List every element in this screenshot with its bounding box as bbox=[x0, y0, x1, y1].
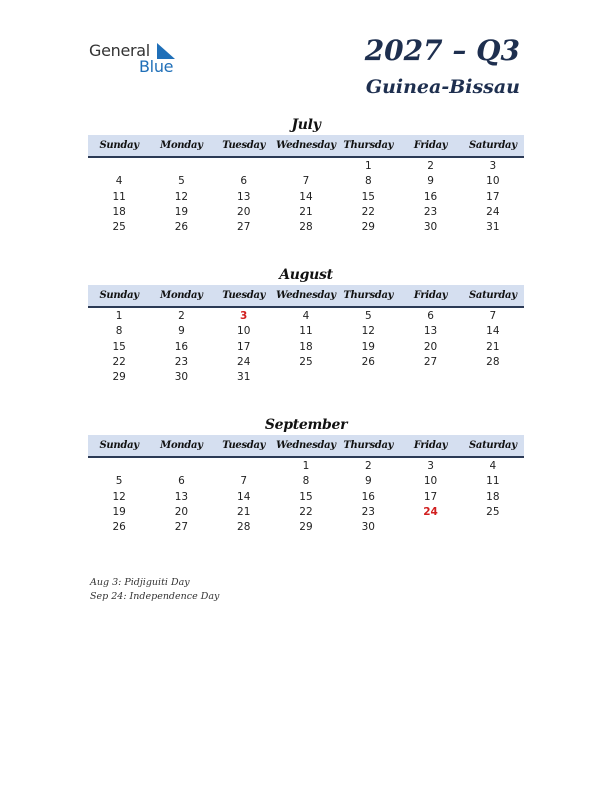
date-cell: 16 bbox=[174, 340, 189, 353]
weekday-label: Thursday bbox=[343, 440, 394, 451]
month-title: September bbox=[264, 417, 348, 433]
date-cell: 4 bbox=[489, 460, 497, 472]
date-cell: 29 bbox=[112, 371, 126, 384]
date-cell: 15 bbox=[361, 190, 375, 203]
date-cell: 18 bbox=[486, 490, 500, 503]
weekday-label: Sunday bbox=[99, 440, 139, 451]
date-cell: 19 bbox=[361, 340, 375, 353]
weekday-label: Sunday bbox=[99, 140, 139, 151]
date-cell: 9 bbox=[427, 175, 434, 188]
date-cell: 30 bbox=[174, 371, 189, 384]
weekday-label: Wednesday bbox=[276, 290, 336, 301]
week-rows bbox=[88, 308, 524, 385]
weekday-label: Thursday bbox=[343, 290, 394, 301]
date-cell: 6 bbox=[240, 175, 248, 188]
date-cell: 9 bbox=[178, 325, 185, 338]
date-cell: 23 bbox=[174, 355, 189, 368]
holiday-note: Sep 24: Independence Day bbox=[90, 590, 220, 602]
date-cell: 26 bbox=[361, 355, 375, 368]
week-row bbox=[88, 205, 524, 220]
date-cell: 5 bbox=[178, 175, 185, 188]
date-cell: 11 bbox=[112, 190, 126, 203]
date-cell: 8 bbox=[302, 475, 310, 488]
date-cell: 2 bbox=[178, 310, 185, 322]
week-row bbox=[88, 370, 524, 385]
week-row bbox=[88, 459, 524, 474]
logo-word-blue: Blue bbox=[139, 57, 174, 76]
date-cell: 26 bbox=[174, 221, 189, 234]
date-cell: 7 bbox=[489, 310, 497, 322]
date-cell: 14 bbox=[486, 325, 500, 338]
weekday-label: Friday bbox=[413, 140, 448, 151]
week-row bbox=[88, 520, 524, 535]
week-row bbox=[88, 474, 524, 489]
date-cell: 17 bbox=[423, 490, 438, 503]
date-cell: 9 bbox=[364, 475, 372, 488]
date-cell bbox=[213, 459, 275, 474]
date-cell: 27 bbox=[423, 355, 438, 368]
weekday-label: Thursday bbox=[343, 140, 394, 151]
date-cell: 25 bbox=[486, 505, 500, 518]
date-cell: 28 bbox=[486, 355, 500, 368]
date-cell: 2 bbox=[364, 460, 372, 472]
date-cell bbox=[337, 370, 399, 385]
date-cell: 20 bbox=[174, 505, 189, 518]
date-cell bbox=[275, 370, 337, 385]
weekday-label: Saturday bbox=[468, 290, 517, 301]
week-row bbox=[88, 159, 524, 174]
weekday-label: Monday bbox=[160, 290, 203, 301]
date-cell: 11 bbox=[299, 325, 313, 338]
date-cell: 8 bbox=[115, 325, 123, 338]
date-cell: 29 bbox=[361, 221, 375, 234]
date-cell: 18 bbox=[299, 340, 313, 353]
date-cell: 11 bbox=[486, 475, 500, 488]
date-cell bbox=[399, 520, 461, 535]
month-title: July bbox=[291, 117, 321, 133]
date-cell bbox=[275, 159, 337, 174]
month-august bbox=[88, 265, 524, 385]
date-cell bbox=[88, 159, 150, 174]
week-row bbox=[88, 174, 524, 189]
date-cell: 25 bbox=[112, 221, 126, 234]
date-cell: 24 bbox=[237, 355, 251, 368]
date-cell: 1 bbox=[302, 460, 310, 472]
week-rows bbox=[88, 458, 524, 535]
date-cell: 30 bbox=[361, 521, 375, 534]
holiday-notes bbox=[90, 576, 219, 603]
date-cell: 18 bbox=[112, 205, 126, 218]
date-cell: 13 bbox=[237, 190, 251, 203]
date-cell bbox=[88, 459, 150, 474]
weekday-label: Tuesday bbox=[222, 440, 266, 451]
date-cell: 21 bbox=[486, 340, 500, 353]
date-cell: 1 bbox=[364, 160, 372, 172]
week-row bbox=[88, 505, 524, 520]
date-cell: 31 bbox=[237, 371, 251, 384]
weekday-label: Saturday bbox=[468, 140, 517, 151]
date-cell: 21 bbox=[237, 505, 251, 518]
date-cell: 28 bbox=[237, 521, 251, 534]
weekday-label: Monday bbox=[160, 140, 203, 151]
week-row bbox=[88, 220, 524, 235]
week-row bbox=[88, 355, 524, 370]
date-cell: 1 bbox=[115, 310, 123, 322]
date-cell: 24 bbox=[486, 205, 500, 218]
week-row bbox=[88, 309, 524, 324]
date-cell: 7 bbox=[240, 475, 248, 488]
date-cell: 28 bbox=[299, 221, 313, 234]
date-cell: 12 bbox=[112, 490, 126, 503]
weekday-label: Sunday bbox=[99, 290, 139, 301]
date-cell: 10 bbox=[423, 475, 438, 488]
holiday-date-cell: 24 bbox=[423, 505, 438, 518]
date-cell: 20 bbox=[237, 205, 251, 218]
date-cell: 23 bbox=[361, 505, 375, 518]
date-cell: 2 bbox=[427, 160, 434, 172]
date-cell bbox=[150, 159, 212, 174]
date-cell: 17 bbox=[486, 190, 500, 203]
date-cell: 5 bbox=[115, 475, 123, 488]
week-rows bbox=[88, 158, 524, 235]
date-cell: 8 bbox=[364, 175, 372, 188]
date-cell: 23 bbox=[423, 205, 438, 218]
date-cell: 31 bbox=[486, 221, 500, 234]
holiday-note: Aug 3: Pidjiguiti Day bbox=[90, 577, 190, 588]
date-cell: 30 bbox=[423, 221, 438, 234]
weekday-label: Tuesday bbox=[222, 290, 266, 301]
date-cell: 12 bbox=[361, 325, 375, 338]
page-title: 2027 – Q3 bbox=[364, 34, 520, 67]
weekday-label: Friday bbox=[413, 290, 448, 301]
week-row bbox=[88, 340, 524, 355]
date-cell: 29 bbox=[299, 521, 313, 534]
weekday-label: Wednesday bbox=[276, 440, 336, 451]
date-cell: 13 bbox=[174, 490, 189, 503]
date-cell: 10 bbox=[486, 175, 500, 188]
date-cell: 6 bbox=[178, 475, 185, 488]
date-cell: 19 bbox=[112, 505, 126, 518]
date-cell bbox=[150, 459, 212, 474]
date-cell: 20 bbox=[423, 340, 438, 353]
date-cell bbox=[399, 370, 461, 385]
weekday-label: Wednesday bbox=[276, 140, 336, 151]
date-cell: 27 bbox=[174, 521, 189, 534]
date-cell: 6 bbox=[427, 310, 434, 322]
date-cell: 13 bbox=[423, 325, 438, 338]
weekday-label: Friday bbox=[413, 440, 448, 451]
weekday-label: Tuesday bbox=[222, 140, 266, 151]
weekday-header bbox=[88, 135, 524, 158]
date-cell: 12 bbox=[174, 190, 189, 203]
date-cell: 26 bbox=[112, 521, 126, 534]
week-row bbox=[88, 490, 524, 505]
date-cell: 22 bbox=[112, 355, 126, 368]
date-cell: 15 bbox=[299, 490, 313, 503]
date-cell: 14 bbox=[237, 490, 251, 503]
date-cell: 7 bbox=[302, 175, 310, 188]
date-cell: 17 bbox=[237, 340, 251, 353]
date-cell: 22 bbox=[361, 205, 375, 218]
date-cell: 5 bbox=[364, 310, 372, 322]
date-cell: 21 bbox=[299, 205, 313, 218]
date-cell: 4 bbox=[302, 310, 310, 322]
month-july bbox=[88, 115, 524, 235]
date-cell: 3 bbox=[489, 160, 497, 172]
week-row bbox=[88, 190, 524, 205]
date-cell: 22 bbox=[299, 505, 313, 518]
page-subtitle: Guinea-Bissau bbox=[365, 76, 520, 98]
date-cell: 10 bbox=[237, 325, 251, 338]
logo bbox=[89, 40, 199, 76]
holiday-date-cell: 3 bbox=[240, 310, 248, 322]
date-cell: 19 bbox=[174, 205, 189, 218]
date-cell: 14 bbox=[299, 190, 313, 203]
date-cell: 16 bbox=[361, 490, 375, 503]
week-row bbox=[88, 324, 524, 339]
date-cell: 27 bbox=[237, 221, 251, 234]
date-cell: 3 bbox=[427, 460, 434, 472]
date-cell: 15 bbox=[112, 340, 126, 353]
date-cell bbox=[462, 370, 524, 385]
date-cell: 25 bbox=[299, 355, 313, 368]
date-cell: 16 bbox=[423, 190, 438, 203]
date-cell bbox=[462, 520, 524, 535]
month-title: August bbox=[279, 267, 333, 283]
weekday-label: Monday bbox=[160, 440, 203, 451]
date-cell bbox=[213, 159, 275, 174]
weekday-header bbox=[88, 285, 524, 308]
logo-word-general: General bbox=[89, 41, 150, 60]
weekday-label: Saturday bbox=[468, 440, 517, 451]
month-september bbox=[88, 415, 524, 535]
weekday-header bbox=[88, 435, 524, 458]
date-cell: 4 bbox=[115, 175, 123, 188]
